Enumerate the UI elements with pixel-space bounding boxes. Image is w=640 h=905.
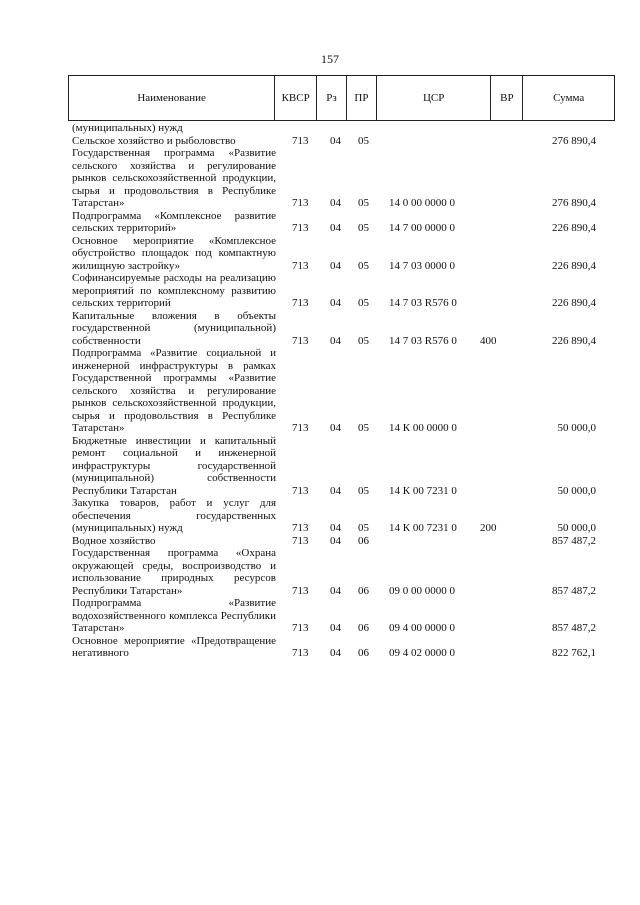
row-pr: 06 — [358, 647, 369, 659]
row-pr: 05 — [358, 334, 369, 347]
row-sum: 226 890,4 — [552, 334, 596, 347]
row-kvsr: 713 — [292, 534, 309, 547]
row-csr: 14 К 00 7231 0 — [389, 484, 457, 497]
table-row — [0, 435, 640, 498]
row-pr: 05 — [358, 259, 369, 272]
row-csr: 09 0 00 0000 0 — [389, 584, 455, 597]
row-sum: 857 487,2 — [552, 622, 596, 634]
header-kvsr: КВСР — [275, 76, 317, 120]
row-kvsr: 713 — [292, 584, 309, 597]
row-name: Сельское хозяйство и рыболовство — [72, 134, 236, 147]
row-rz: 04 — [330, 134, 341, 147]
row-sum: 50 000,0 — [557, 522, 596, 534]
table-row — [0, 147, 640, 210]
row-kvsr: 713 — [292, 484, 309, 497]
row-sum: 822 762,1 — [552, 647, 596, 659]
row-rz: 04 — [330, 422, 341, 434]
row-name: Подпрограмма «Комплексное развитие сельских территорий» — [72, 209, 276, 234]
row-rz: 04 — [330, 197, 341, 209]
row-name: Основное мероприятие «Предотвращение негативного — [72, 634, 276, 659]
table-row — [0, 122, 640, 135]
row-name: Государственная программа «Развитие сельского хозяйства и регулирование рынков сельскохозяйственной продукции, сырья и продовольствия в Республике Татарстан» — [72, 147, 276, 209]
row-pr: 06 — [358, 534, 369, 547]
row-kvsr: 713 — [292, 647, 309, 659]
row-kvsr: 713 — [292, 259, 309, 272]
table-row — [0, 535, 640, 548]
row-sum: 857 487,2 — [552, 534, 596, 547]
row-csr: 14 7 00 0000 0 — [389, 222, 455, 234]
table-row — [0, 497, 640, 535]
row-kvsr: 713 — [292, 222, 309, 234]
row-csr: 09 4 00 0000 0 — [389, 622, 455, 634]
table-row — [0, 310, 640, 348]
row-rz: 04 — [330, 334, 341, 347]
row-pr: 06 — [358, 622, 369, 634]
row-name: Основное мероприятие «Комплексное обустройство площадок под компактную жилищную застройку» — [72, 234, 276, 272]
row-sum: 50 000,0 — [557, 484, 596, 497]
row-pr: 05 — [358, 522, 369, 534]
row-sum: 857 487,2 — [552, 584, 596, 597]
row-name: Капитальные вложения в объекты государственной (муниципальной) собственности — [72, 309, 276, 347]
row-csr: 14 К 00 7231 0 — [389, 522, 457, 534]
row-sum: 226 890,4 — [552, 222, 596, 234]
page-number: 157 — [321, 52, 339, 66]
header-csr: ЦСР — [377, 76, 492, 120]
row-rz: 04 — [330, 484, 341, 497]
table-row — [0, 235, 640, 273]
row-csr: 14 0 00 0000 0 — [389, 197, 455, 209]
row-rz: 04 — [330, 522, 341, 534]
row-pr: 05 — [358, 197, 369, 209]
row-csr: 09 4 02 0000 0 — [389, 647, 455, 659]
row-csr: 14 7 03 0000 0 — [389, 259, 455, 272]
row-kvsr: 713 — [292, 522, 309, 534]
row-kvsr: 713 — [292, 134, 309, 147]
row-csr: 14 7 03 R576 0 — [389, 334, 457, 347]
row-name: Бюджетные инвестиции и капитальный ремонт социальной и инженерной инфраструктуры государственной (муниципальной) собственности Республики Татарстан — [72, 434, 276, 497]
row-pr: 05 — [358, 297, 369, 309]
row-pr: 05 — [358, 134, 369, 147]
header-sum: Сумма — [553, 92, 585, 104]
table-row — [0, 347, 640, 435]
row-sum: 226 890,4 — [552, 259, 596, 272]
row-pr: 05 — [358, 222, 369, 234]
row-name: Подпрограмма «Развитие водохозяйственного комплекса Республики Татарстан» — [72, 597, 276, 634]
row-sum: 276 890,4 — [552, 134, 596, 147]
row-rz: 04 — [330, 534, 341, 547]
row-sum: 226 890,4 — [552, 297, 596, 309]
row-rz: 04 — [330, 584, 341, 597]
row-pr: 05 — [358, 422, 369, 434]
row-kvsr: 713 — [292, 422, 309, 434]
row-rz: 04 — [330, 259, 341, 272]
row-rz: 04 — [330, 297, 341, 309]
row-name: Софинансируемые расходы на реализацию мероприятий по комплексному развитию сельских территорий — [72, 272, 276, 309]
table-row — [0, 597, 640, 635]
table-row — [0, 635, 640, 660]
row-sum: 276 890,4 — [552, 197, 596, 209]
table-body — [0, 122, 640, 660]
table-row — [0, 135, 640, 148]
table-row — [0, 210, 640, 235]
row-name: Закупка товаров, работ и услуг для обеспечения государственных (муниципальных) нужд — [72, 497, 276, 534]
table-row — [0, 547, 640, 597]
row-kvsr: 713 — [292, 297, 309, 309]
row-vr: 200 — [480, 522, 497, 534]
header-rz: Рз — [317, 76, 347, 120]
row-pr: 06 — [358, 584, 369, 597]
row-vr: 400 — [480, 334, 497, 347]
row-pr: 05 — [358, 484, 369, 497]
row-name: Подпрограмма «Развитие социальной и инженерной инфраструктуры в рамках Государственной программы «Развитие сельского хозяйства и регулирование рынков сельскохозяйственной продукции, сырья и продовольствия в Республике Татарстан» — [72, 347, 276, 434]
row-name: Водное хозяйство — [72, 534, 156, 547]
row-csr: 14 К 00 0000 0 — [389, 422, 457, 434]
row-sum: 50 000,0 — [557, 422, 596, 434]
row-kvsr: 713 — [292, 334, 309, 347]
header-name: Наименование — [69, 76, 275, 120]
row-kvsr: 713 — [292, 622, 309, 634]
row-rz: 04 — [330, 222, 341, 234]
header-vr: ВР — [491, 76, 523, 120]
table-header — [68, 75, 615, 121]
row-rz: 04 — [330, 647, 341, 659]
row-rz: 04 — [330, 622, 341, 634]
row-name: Государственная программа «Охрана окружающей среды, воспроизводство и использование природных ресурсов Республики Татарстан» — [72, 547, 276, 597]
row-kvsr: 713 — [292, 197, 309, 209]
row-csr: 14 7 03 R576 0 — [389, 297, 457, 309]
row-name: (муниципальных) нужд — [72, 122, 183, 134]
header-pr: ПР — [347, 76, 377, 120]
table-row — [0, 272, 640, 310]
